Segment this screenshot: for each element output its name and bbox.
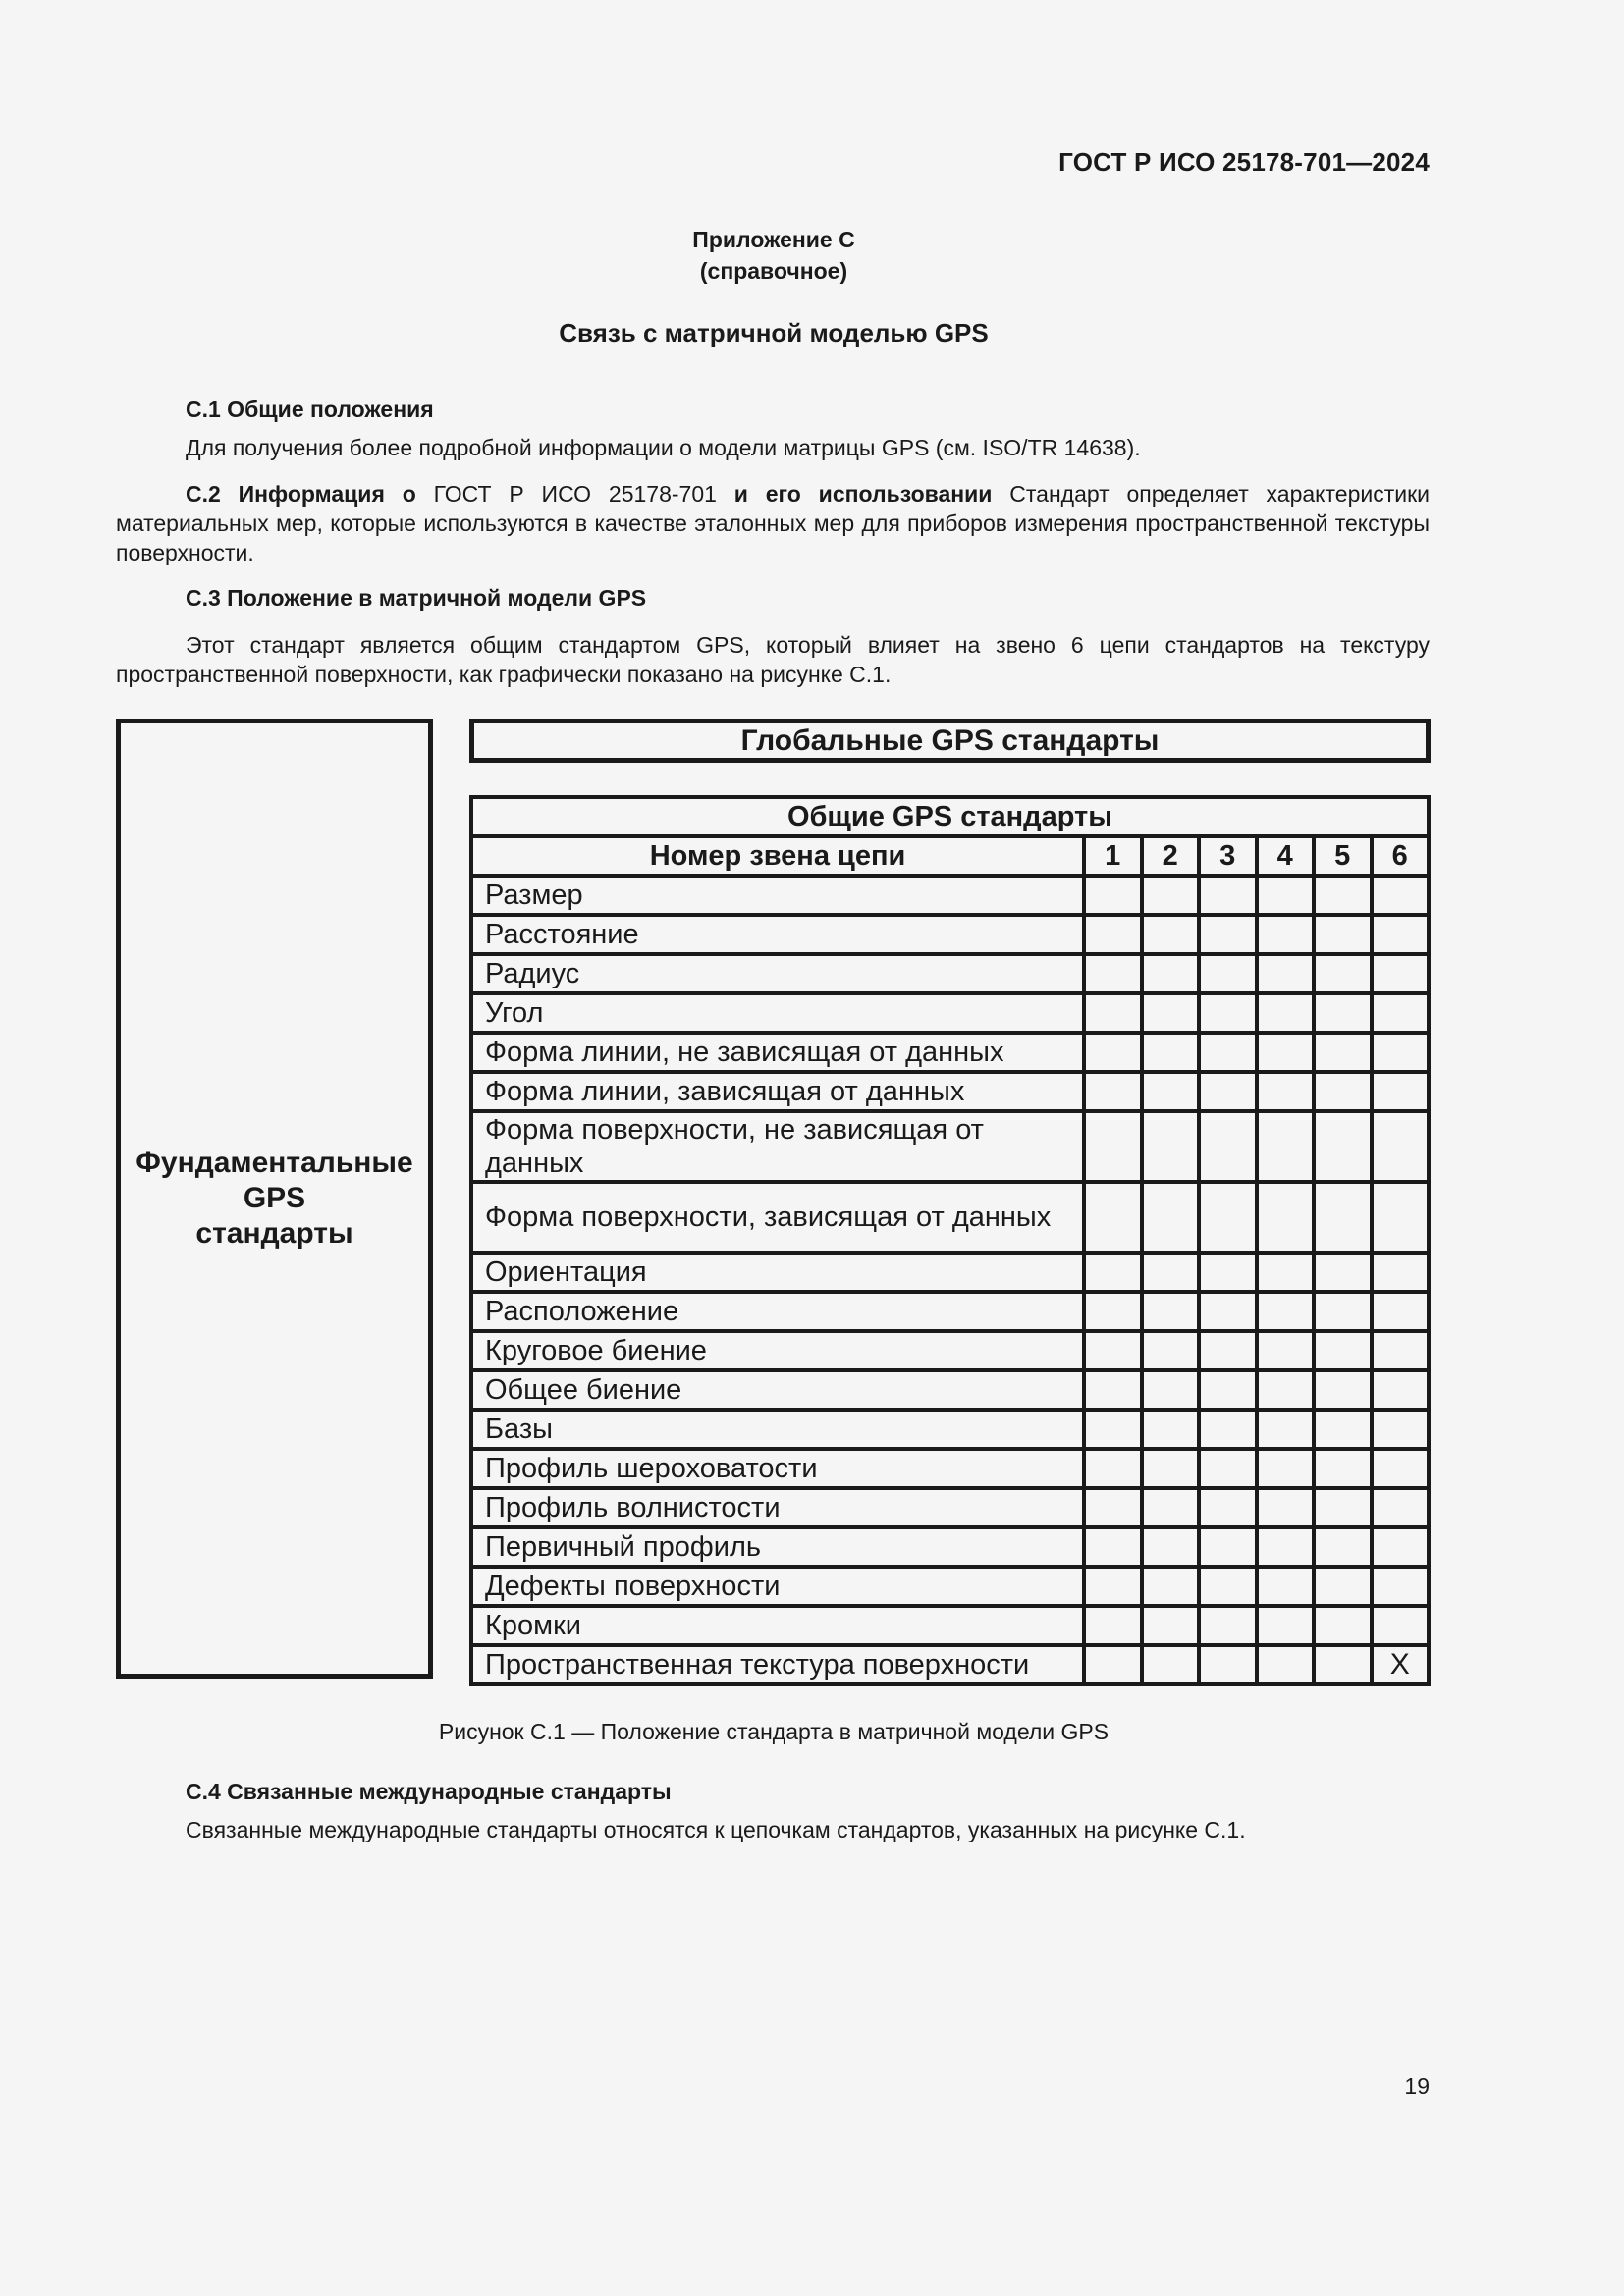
matrix-cell [1314, 1410, 1372, 1449]
matrix-cell [1199, 1111, 1257, 1182]
matrix-cell [1372, 1072, 1430, 1111]
matrix-cell [1084, 1111, 1142, 1182]
general-gps-matrix [469, 795, 1431, 1686]
fundamental-gps-box [116, 719, 433, 1679]
general-gps-header-row [471, 797, 1429, 836]
matrix-row-label: Базы [471, 1410, 1084, 1449]
matrix-cell [1142, 1567, 1200, 1606]
matrix-row [471, 1370, 1429, 1410]
matrix-cell [1372, 1182, 1430, 1253]
matrix-row [471, 915, 1429, 954]
matrix-cell [1257, 1488, 1315, 1527]
matrix-cell [1199, 954, 1257, 993]
matrix-row-label: Форма линии, зависящая от данных [471, 1072, 1084, 1111]
matrix-row [471, 876, 1429, 915]
matrix-row-label: Форма поверхности, не зависящая от данных [471, 1111, 1084, 1182]
matrix-cell [1314, 1645, 1372, 1684]
matrix-cell [1314, 876, 1372, 915]
page-number: 19 [1404, 2073, 1430, 2099]
matrix-cell [1199, 1072, 1257, 1111]
matrix-cell [1142, 1527, 1200, 1567]
matrix-cell [1142, 1111, 1200, 1182]
matrix-cell [1257, 1410, 1315, 1449]
matrix-row-label: Радиус [471, 954, 1084, 993]
matrix-cell [1372, 915, 1430, 954]
matrix-cell [1199, 1182, 1257, 1253]
matrix-cell [1314, 1527, 1372, 1567]
appendix-title: Приложение С [692, 227, 855, 252]
matrix-cell [1084, 1527, 1142, 1567]
chain-number-2: 2 [1142, 836, 1200, 876]
matrix-cell [1084, 1488, 1142, 1527]
matrix-cell [1199, 1410, 1257, 1449]
document-code: ГОСТ Р ИСО 25178-701—2024 [1058, 147, 1430, 177]
matrix-cell [1257, 1253, 1315, 1292]
matrix-cell [1314, 993, 1372, 1033]
matrix-cell [1372, 1567, 1430, 1606]
matrix-cell [1314, 1370, 1372, 1410]
matrix-cell [1142, 1449, 1200, 1488]
matrix-row [471, 1253, 1429, 1292]
matrix-cell [1314, 954, 1372, 993]
matrix-cell [1257, 1072, 1315, 1111]
matrix-cell [1142, 1410, 1200, 1449]
matrix-row-label: Размер [471, 876, 1084, 915]
matrix-row [471, 1410, 1429, 1449]
matrix-cell [1084, 876, 1142, 915]
matrix-cell [1142, 954, 1200, 993]
matrix-cell [1142, 876, 1200, 915]
matrix-cell [1199, 876, 1257, 915]
matrix-cell [1142, 1253, 1200, 1292]
matrix-cell [1199, 1567, 1257, 1606]
matrix-row [471, 1292, 1429, 1331]
matrix-cell [1372, 1527, 1430, 1567]
matrix-cell [1199, 1449, 1257, 1488]
matrix-row-label: Профиль шероховатости [471, 1449, 1084, 1488]
matrix-cell [1372, 1606, 1430, 1645]
matrix-cell [1257, 1033, 1315, 1072]
c2-lead-bold2: и его использовании [733, 481, 993, 507]
matrix-cell [1084, 915, 1142, 954]
matrix-cell [1142, 1645, 1200, 1684]
matrix-row-label: Ориентация [471, 1253, 1084, 1292]
matrix-cell [1314, 1292, 1372, 1331]
matrix-cell [1372, 1449, 1430, 1488]
matrix-cell [1257, 1606, 1315, 1645]
matrix-cell [1084, 1292, 1142, 1331]
matrix-cell [1199, 993, 1257, 1033]
section-title: Связь с матричной моделью GPS [559, 318, 989, 347]
general-gps-label: Общие GPS стандарты [471, 797, 1429, 836]
matrix-cell [1257, 1331, 1315, 1370]
matrix-row [471, 1645, 1429, 1684]
matrix-cell [1257, 876, 1315, 915]
matrix-cell [1084, 1567, 1142, 1606]
matrix-cell [1084, 1370, 1142, 1410]
matrix-cell [1372, 876, 1430, 915]
matrix-cell [1372, 1292, 1430, 1331]
matrix-cell [1084, 1072, 1142, 1111]
chain-number-6: 6 [1372, 836, 1430, 876]
matrix-row-label: Расстояние [471, 915, 1084, 954]
matrix-cell [1257, 1182, 1315, 1253]
matrix-cell [1314, 1449, 1372, 1488]
matrix-cell [1314, 1488, 1372, 1527]
matrix-row [471, 1567, 1429, 1606]
matrix-cell [1084, 954, 1142, 993]
matrix-cell [1257, 1527, 1315, 1567]
figure-caption: Рисунок С.1 — Положение стандарта в матричной модели GPS [438, 1719, 1110, 1744]
matrix-cell [1314, 1072, 1372, 1111]
matrix-cell [1372, 1111, 1430, 1182]
matrix-row-label: Первичный профиль [471, 1527, 1084, 1567]
matrix-cell [1257, 993, 1315, 1033]
matrix-row-label: Форма поверхности, зависящая от данных [471, 1182, 1084, 1253]
c2-text: Стандарт определяет характеристики материальных мер, которые используются в качестве эталонных мер для приборов измерения пространственной текстуры поверхности. [116, 481, 1430, 565]
matrix-cell [1084, 1410, 1142, 1449]
matrix-cell [1314, 1111, 1372, 1182]
matrix-cell [1372, 1331, 1430, 1370]
matrix-row [471, 954, 1429, 993]
appendix-subtitle: (справочное) [699, 258, 848, 284]
matrix-cell: X [1372, 1645, 1430, 1684]
c1-heading: С.1 Общие положения [186, 397, 434, 422]
matrix-cell [1257, 1111, 1315, 1182]
matrix-row [471, 1449, 1429, 1488]
matrix-cell [1257, 915, 1315, 954]
matrix-cell [1199, 1488, 1257, 1527]
matrix-cell [1372, 993, 1430, 1033]
matrix-cell [1314, 1033, 1372, 1072]
matrix-cell [1142, 1331, 1200, 1370]
matrix-cell [1257, 954, 1315, 993]
matrix-cell [1314, 1253, 1372, 1292]
matrix-cell [1372, 1488, 1430, 1527]
matrix-row-label: Расположение [471, 1292, 1084, 1331]
matrix-cell [1314, 915, 1372, 954]
matrix-cell [1084, 1606, 1142, 1645]
matrix-row [471, 1182, 1429, 1253]
matrix-row-label: Дефекты поверхности [471, 1567, 1084, 1606]
matrix-cell [1084, 1331, 1142, 1370]
matrix-cell [1142, 915, 1200, 954]
matrix-cell [1142, 1606, 1200, 1645]
matrix-cell [1142, 1072, 1200, 1111]
matrix-cell [1199, 1527, 1257, 1567]
chain-number-1: 1 [1084, 836, 1142, 876]
matrix-cell [1199, 1645, 1257, 1684]
matrix-cell [1314, 1331, 1372, 1370]
matrix-row [471, 1606, 1429, 1645]
matrix-cell [1199, 1606, 1257, 1645]
matrix-cell [1372, 1033, 1430, 1072]
matrix-cell [1372, 954, 1430, 993]
matrix-cell [1199, 1033, 1257, 1072]
matrix-row [471, 1072, 1429, 1111]
matrix-row-label: Кромки [471, 1606, 1084, 1645]
matrix-cell [1084, 993, 1142, 1033]
matrix-row-label: Профиль волнистости [471, 1488, 1084, 1527]
matrix-cell [1314, 1606, 1372, 1645]
matrix-cell [1257, 1292, 1315, 1331]
matrix-cell [1084, 1182, 1142, 1253]
c3-heading: С.3 Положение в матричной модели GPS [186, 585, 647, 611]
matrix-cell [1257, 1567, 1315, 1606]
matrix-cell [1142, 1033, 1200, 1072]
c1-text: Для получения более подробной информации о модели матрицы GPS (см. ISO/TR 14638). [186, 435, 1141, 460]
matrix-cell [1314, 1182, 1372, 1253]
matrix-row-label: Круговое биение [471, 1331, 1084, 1370]
chain-number-3: 3 [1199, 836, 1257, 876]
matrix-cell [1257, 1645, 1315, 1684]
matrix-cell [1142, 1182, 1200, 1253]
matrix-cell [1199, 915, 1257, 954]
chain-number-label: Номер звена цепи [471, 836, 1084, 876]
matrix-cell [1142, 1292, 1200, 1331]
c2-paragraph [116, 479, 1430, 567]
fundamental-line-1: Фундаментальные [135, 1147, 413, 1179]
matrix-row [471, 1033, 1429, 1072]
matrix-row [471, 1527, 1429, 1567]
c3-text: Этот стандарт является общим стандартом GPS, который влияет на звено 6 цепи стандартов на текстуру пространственной поверхности, как графически показано на рисунке С.1. [116, 632, 1430, 687]
c4-text: Связанные международные стандарты относятся к цепочкам стандартов, указанных на рисунке С.1. [186, 1817, 1246, 1842]
c4-heading: С.4 Связанные международные стандарты [186, 1779, 672, 1804]
global-gps-box: Глобальные GPS стандарты [469, 719, 1431, 763]
matrix-cell [1372, 1370, 1430, 1410]
matrix-cell [1084, 1449, 1142, 1488]
matrix-cell [1084, 1645, 1142, 1684]
matrix-cell [1142, 993, 1200, 1033]
matrix-row-label: Общее биение [471, 1370, 1084, 1410]
matrix-cell [1142, 1370, 1200, 1410]
matrix-cell [1372, 1410, 1430, 1449]
matrix-cell [1199, 1292, 1257, 1331]
matrix-cell [1257, 1370, 1315, 1410]
matrix-row [471, 1331, 1429, 1370]
fundamental-line-3: стандарты [195, 1217, 353, 1250]
chain-number-row [471, 836, 1429, 876]
matrix-cell [1314, 1567, 1372, 1606]
matrix-cell [1084, 1253, 1142, 1292]
matrix-cell [1199, 1370, 1257, 1410]
matrix-cell [1372, 1253, 1430, 1292]
matrix-cell [1142, 1488, 1200, 1527]
c2-lead-bold: С.2 Информация о [186, 481, 434, 507]
matrix-row-label: Пространственная текстура поверхности [471, 1645, 1084, 1684]
matrix-row [471, 993, 1429, 1033]
c2-lead-normal: ГОСТ Р ИСО 25178-701 [433, 481, 734, 507]
matrix-row-label: Форма линии, не зависящая от данных [471, 1033, 1084, 1072]
matrix-cell [1199, 1331, 1257, 1370]
matrix-cell [1257, 1449, 1315, 1488]
chain-number-5: 5 [1314, 836, 1372, 876]
matrix-cell [1199, 1253, 1257, 1292]
chain-number-4: 4 [1257, 836, 1315, 876]
matrix-row [471, 1488, 1429, 1527]
matrix-cell [1084, 1033, 1142, 1072]
matrix-row-label: Угол [471, 993, 1084, 1033]
fundamental-line-2: GPS [243, 1182, 306, 1214]
matrix-row [471, 1111, 1429, 1182]
